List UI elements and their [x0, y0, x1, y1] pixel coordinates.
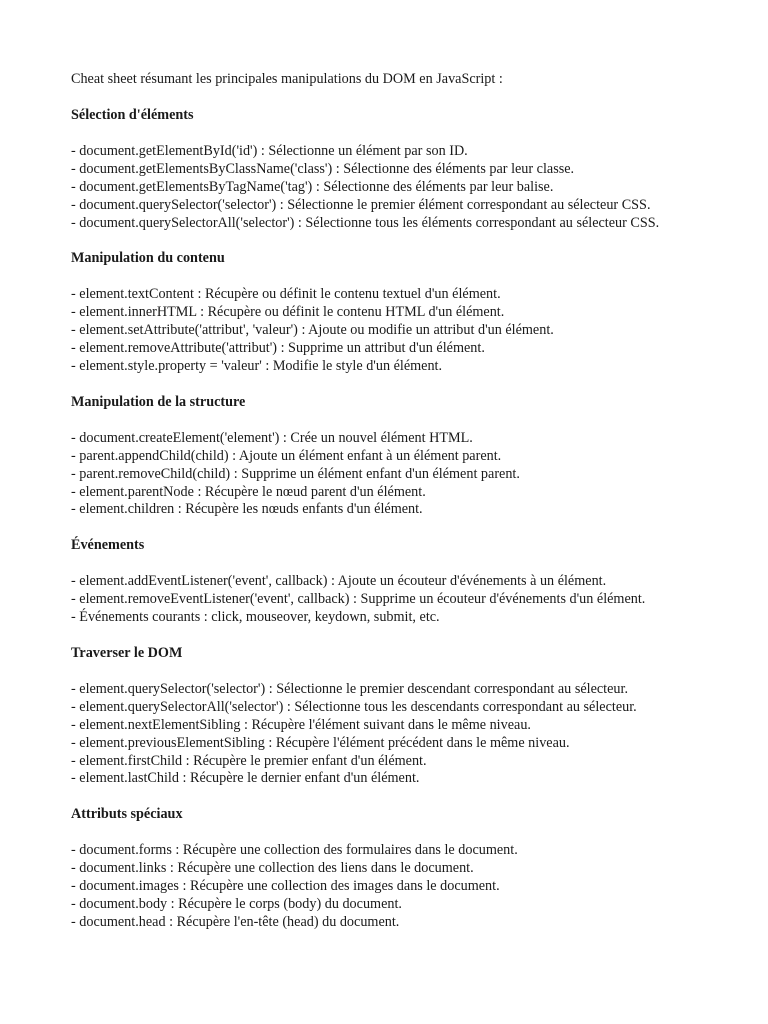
item-list — [71, 573, 731, 627]
list-item: - document.body : Récupère le corps (body) du document. — [71, 896, 402, 913]
section-title: Événements — [71, 537, 145, 554]
section-title: Manipulation du contenu — [71, 250, 225, 267]
list-item: - document.images : Récupère une collection des images dans le document. — [71, 878, 500, 895]
intro-text: Cheat sheet résumant les principales manipulations du DOM en JavaScript : — [71, 71, 503, 87]
item-list — [71, 681, 731, 788]
list-item: - document.getElementsByTagName('tag') : Sélectionne des éléments par leur balise. — [71, 178, 554, 195]
item-list — [71, 430, 731, 519]
section-special-attributes — [71, 806, 731, 931]
list-item: - element.addEventListener('event', callback) : Ajoute un écouteur d'événements à un élément. — [71, 573, 607, 590]
list-item: - parent.appendChild(child) : Ajoute un élément enfant à un élément parent. — [71, 447, 502, 464]
list-item: - element.previousElementSibling : Récupère l'élément précédent dans le même niveau. — [71, 734, 570, 751]
list-item: - document.getElementById('id') : Sélectionne un élément par son ID. — [71, 143, 468, 159]
item-list — [71, 143, 731, 232]
section-selection — [71, 107, 731, 232]
list-item: - element.removeAttribute('attribut') : Supprime un attribut d'un élément. — [71, 340, 485, 357]
list-item: - element.querySelector('selector') : Sélectionne le premier descendant correspondant au sélecteur. — [71, 681, 628, 698]
list-item: - document.getElementsByClassName('class') : Sélectionne des éléments par leur classe. — [71, 160, 575, 177]
item-list — [71, 286, 731, 375]
list-item: - element.style.property = 'valeur' : Modifie le style d'un élément. — [71, 358, 443, 375]
list-item: - document.head : Récupère l'en-tête (head) du document. — [71, 913, 400, 930]
list-item: - element.firstChild : Récupère le premier enfant d'un élément. — [71, 752, 427, 769]
list-item: - parent.removeChild(child) : Supprime un élément enfant d'un élément parent. — [71, 465, 520, 482]
list-item: - Événements courants : click, mouseover, keydown, submit, etc. — [71, 609, 440, 626]
list-item: - element.removeEventListener('event', callback) : Supprime un écouteur d'événements d'un élément. — [71, 591, 646, 608]
document-page — [71, 71, 731, 932]
list-item: - document.createElement('element') : Crée un nouvel élément HTML. — [71, 429, 473, 446]
section-events — [71, 537, 731, 627]
section-content — [71, 250, 731, 375]
section-title: Attributs spéciaux — [71, 806, 183, 823]
list-item: - element.querySelectorAll('selector') : Sélectionne tous les descendants correspondant au sélecteur. — [71, 698, 637, 715]
list-item: - element.children : Récupère les nœuds enfants d'un élément. — [71, 501, 423, 518]
list-item: - element.innerHTML : Récupère ou définit le contenu HTML d'un élément. — [71, 304, 505, 321]
list-item: - document.querySelectorAll('selector') : Sélectionne tous les éléments correspondant au sélecteur CSS. — [71, 214, 660, 231]
list-item: - element.lastChild : Récupère le dernier enfant d'un élément. — [71, 770, 420, 787]
list-item: - document.links : Récupère une collection des liens dans le document. — [71, 860, 474, 877]
section-structure — [71, 394, 731, 519]
item-list — [71, 842, 731, 931]
section-title: Sélection d'éléments — [71, 107, 194, 123]
list-item: - element.setAttribute('attribut', 'valeur') : Ajoute ou modifie un attribut d'un élément. — [71, 322, 554, 339]
list-item: - document.querySelector('selector') : Sélectionne le premier élément correspondant au sélecteur CSS. — [71, 196, 651, 213]
list-item: - element.textContent : Récupère ou définit le contenu textuel d'un élément. — [71, 286, 501, 303]
list-item: - document.forms : Récupère une collection des formulaires dans le document. — [71, 842, 518, 859]
section-traversal — [71, 645, 731, 788]
list-item: - element.parentNode : Récupère le nœud parent d'un élément. — [71, 483, 426, 500]
section-title: Manipulation de la structure — [71, 393, 246, 410]
section-title: Traverser le DOM — [71, 645, 183, 662]
list-item: - element.nextElementSibling : Récupère l'élément suivant dans le même niveau. — [71, 716, 531, 733]
